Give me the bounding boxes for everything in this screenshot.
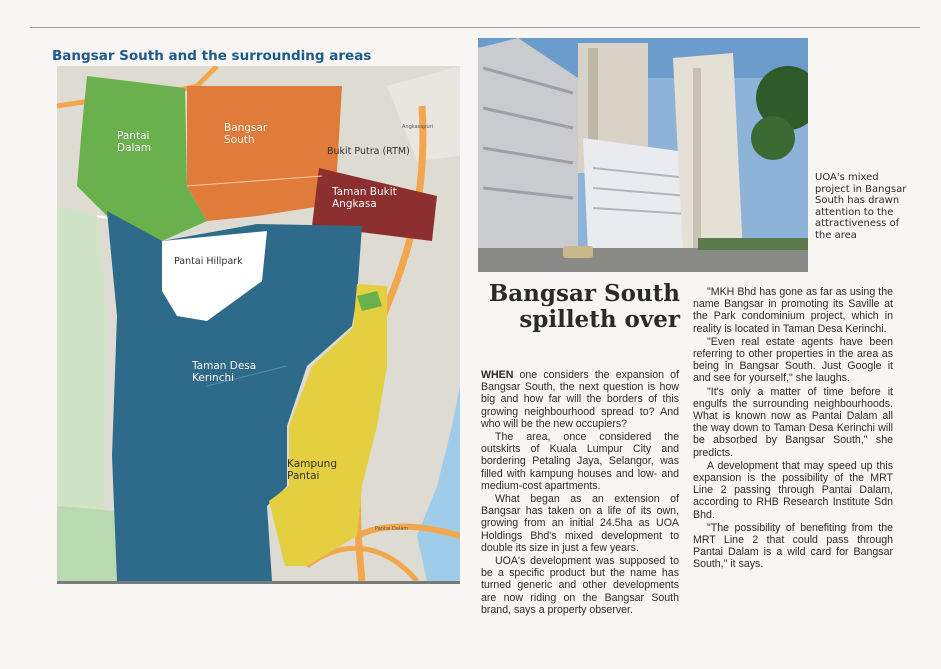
- photo-caption: UOA's mixed project in Bangsar South has drawn attention to the attractiveness of the area: [815, 172, 907, 241]
- paragraph-7: "It's only a matter of time before it engulfs the surrounding neighbourhoods. What is known now as Pantai Dalam all the way down to Taman Desa Kerinchi will be absorbed by Bangsar South," she predicts.: [693, 385, 893, 459]
- label-pantai-dalam: Pantai Dalam: [117, 130, 152, 154]
- headline-line-2: spilleth over: [519, 306, 680, 333]
- photo-tower-right: [673, 53, 743, 253]
- label-taman-desa-kerinchi: Taman Desa Kerinchi: [192, 360, 257, 384]
- photo-graphic: [478, 38, 808, 272]
- article-column-2: [693, 286, 893, 572]
- uoa-photo: [478, 38, 808, 272]
- headline-line-1: Bangsar South: [488, 280, 680, 307]
- label-bukit-putra: Bukit Putra (RTM): [327, 146, 410, 157]
- paragraph-5: "MKH Bhd has gone as far as using the name Bangsar in promoting its Saville at the Park condominium project, which in reality is located in Taman Desa Kerinchi.: [693, 286, 893, 335]
- label-bangsar-south: Bangsar South: [224, 122, 268, 146]
- label-angkasapuri: Angkasapuri: [402, 124, 434, 130]
- paragraph-4: UOA's development was supposed to be a specific product but the name has turned generic and other developments are now riding on the Bangsar South brand, says a property observer.: [481, 555, 679, 616]
- paragraph-1: [481, 369, 679, 430]
- photo-hedge: [698, 238, 808, 250]
- label-kampung-pantai: Kampung Pantai: [287, 458, 338, 482]
- map-title: Bangsar South and the surrounding areas: [52, 48, 372, 64]
- paragraph-1-text: one considers the expansion of Bangsar South, the next question is how big and how far will the borders of this growing neighbourhood spread to? And who will be the new occupiers?: [481, 369, 679, 430]
- area-map: [57, 66, 460, 581]
- lead-word: WHEN: [481, 369, 514, 381]
- photo-road: [478, 248, 808, 272]
- article-column-1: [481, 369, 679, 617]
- label-pantai-dalam-station: Pantai Dalam: [375, 526, 409, 532]
- photo-tower-right-column: [693, 68, 701, 248]
- label-pantai-hillpark: Pantai Hillpark: [174, 256, 243, 267]
- map-bottom-rule: [57, 581, 460, 584]
- article-headline: [484, 281, 680, 333]
- map-park-southwest: [57, 506, 117, 581]
- paragraph-8: A development that may speed up this expansion is the possibility of the MRT Line 2 passing through Pantai Dalam, according to RHB Research Institute Sdn Bhd.: [693, 459, 893, 521]
- page-top-rule: [30, 27, 920, 28]
- label-taman-bukit-angkasa: Taman Bukit Angkasa: [332, 186, 397, 210]
- photo-tree-lower: [751, 116, 795, 160]
- paragraph-9: "The possibility of benefiting from the MRT Line 2 that could pass through Pantai Dalam is a wild card for Bangsar South," it says.: [693, 521, 893, 571]
- paragraph-6: "Even real estate agents have been referring to other properties in the area as being in Bangsar South. Just Google it and see for yourself," she laughs.: [693, 335, 893, 385]
- photo-car: [563, 246, 593, 258]
- paragraph-3: What began as an extension of Bangsar has taken on a life of its own, growing from an initial 24.5ha as UOA Holdings Bhd's mixed development to double its size in just a few years.: [481, 493, 679, 554]
- paragraph-2: The area, once considered the outskirts of Kuala Lumpur City and bordering Petaling Jaya, Selangor, was filled with kampung houses and low- and medium-cost apartments.: [481, 431, 679, 492]
